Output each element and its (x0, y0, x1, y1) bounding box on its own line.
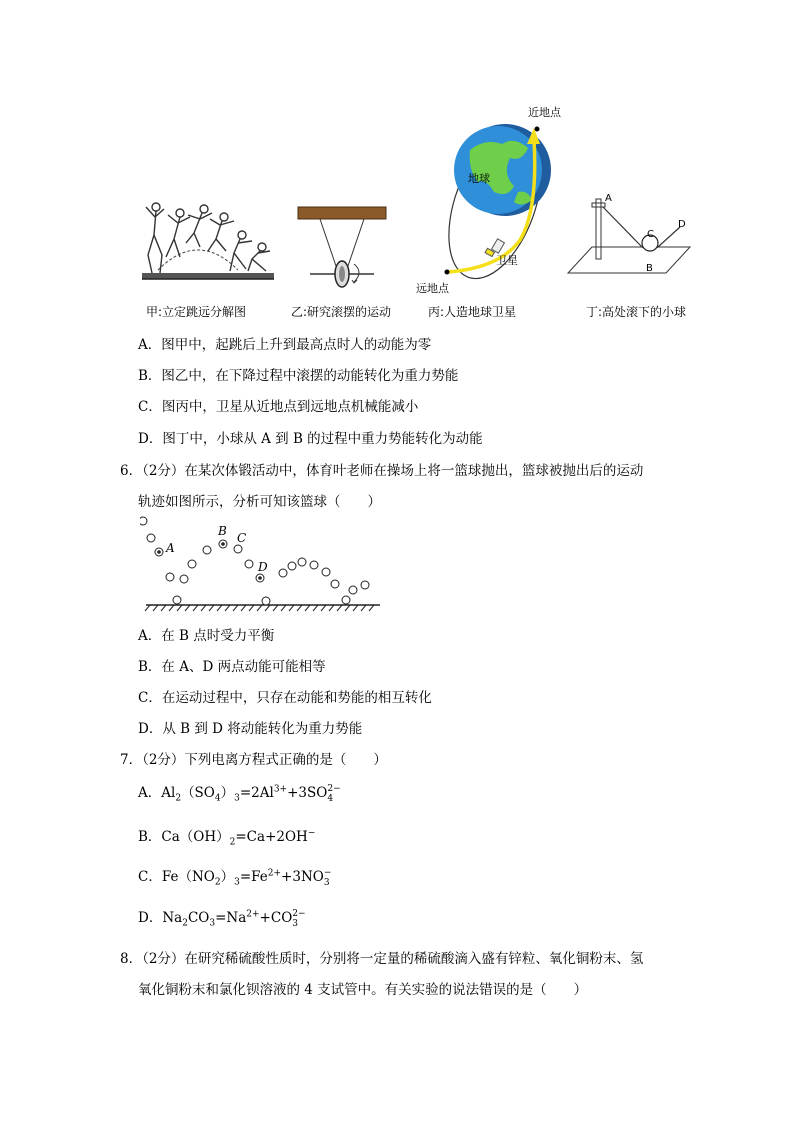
q6-option-b: B．在 A、D 两点动能可能相等 (138, 659, 326, 675)
label-satellite: 卫星 (496, 254, 518, 267)
caption-yi: 乙:研究滚摆的运动 (291, 305, 392, 319)
label-ding-d: D (678, 219, 686, 230)
satellite-orbit-figure (410, 100, 580, 300)
basketball-trajectory-figure (140, 512, 385, 614)
q6-option-a: A．在 B 点时受力平衡 (138, 628, 275, 644)
label-apogee: 远地点 (416, 282, 449, 295)
q6-option-d: D．从 B 到 D 将动能转化为重力势能 (138, 721, 363, 737)
q8-stem-line1: 8．（2分）在研究稀硫酸性质时，分别将一定量的稀硫酸滴入盛有锌粒、氧化铜粉末、氢 (120, 951, 644, 967)
label-ding-c: C (647, 229, 654, 240)
caption-ding: 丁:高处滚下的小球 (586, 305, 687, 319)
label-perigee: 近地点 (528, 106, 561, 119)
q5-option-a: A．图甲中，起跳后上升到最高点时人的动能为零 (138, 337, 432, 353)
q5-option-c: C．图丙中，卫星从近地点到远地点机械能减小 (138, 399, 419, 415)
traj-label-d: D (258, 560, 268, 574)
traj-label-a: A (166, 541, 175, 555)
q6-option-c: C．在运动过程中，只存在动能和势能的相互转化 (138, 690, 432, 706)
q6-stem-line2: 轨迹如图所示，分析可知该篮球（ ） (138, 494, 381, 510)
maxwell-pendulum-figure (292, 200, 392, 290)
q7-option-d: D．$Na_2CO_3=Na^{2+}+CO2-$ 3 (138, 908, 306, 929)
label-ding-b: B (646, 263, 653, 274)
q8-stem-line2: 氧化铜粉末和氯化钡溶液的 4 支试管中。有关实验的说法错误的是（ ） (138, 982, 588, 998)
q6-stem-line1: 6．（2分）在某次体锻活动中，体育叶老师在操场上将一篮球抛出，篮球被抛出后的运动 (120, 463, 644, 479)
q5-option-b: B．图乙中，在下降过程中滚摆的动能转化为重力势能 (138, 368, 459, 384)
label-ding-a: A (605, 193, 612, 204)
label-earth: 地球 (468, 172, 490, 185)
caption-jia: 甲:立定跳远分解图 (146, 305, 247, 319)
q7-option-c: C．$Fe(NO_2)_3=Fe^{2+}+3NO-$ 3 (138, 867, 332, 888)
q7-option-b: B．$Ca(OH)_2=Ca+2OH^-$ (138, 828, 316, 848)
caption-bing: 丙:人造地球卫星 (428, 305, 517, 319)
rolling-ball-figure (562, 185, 697, 285)
traj-label-c: C (237, 531, 247, 545)
traj-label-b: B (218, 524, 227, 538)
q7-stem: 7．（2分）下列电离方程式正确的是（ ） (120, 752, 387, 768)
long-jump-figure (138, 195, 278, 290)
q7-option-a: A．$Al_2(SO_4)_3=2Al^{3+}+3SO2-$ 4 (138, 783, 341, 804)
q5-option-d: D．图丁中，小球从 A 到 B 的过程中重力势能转化为动能 (138, 431, 483, 447)
